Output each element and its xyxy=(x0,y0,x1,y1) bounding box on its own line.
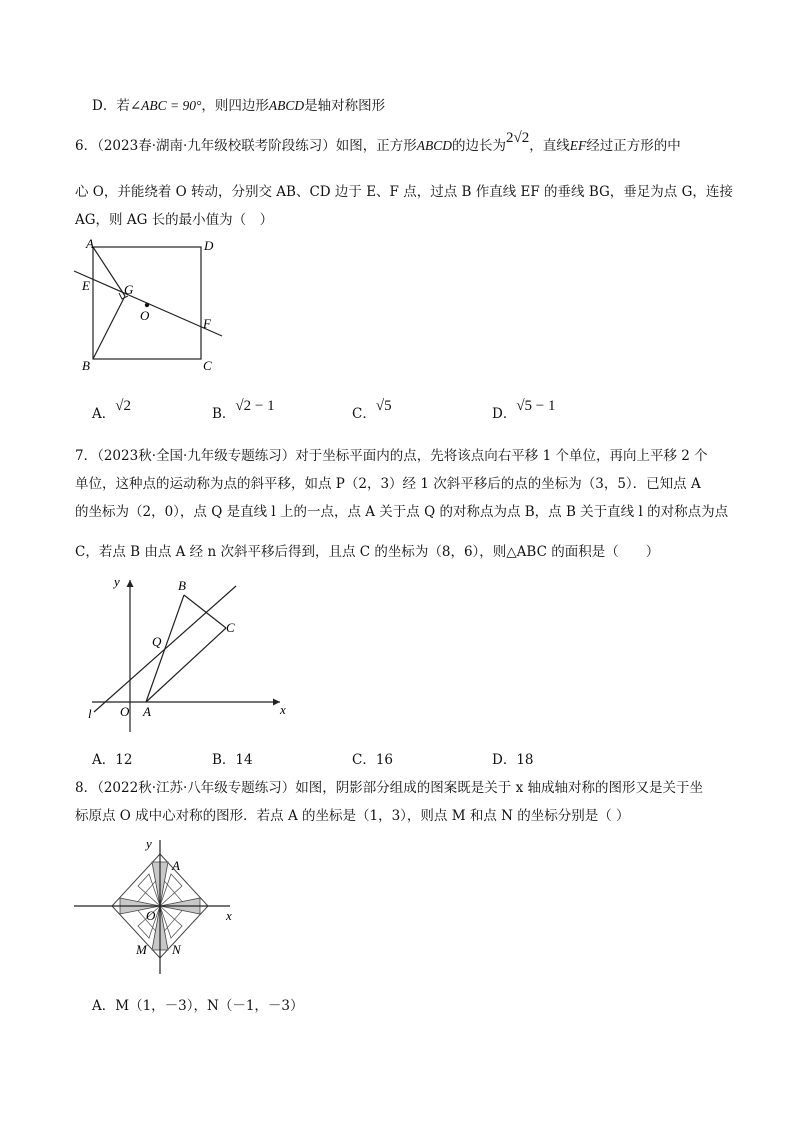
q6-center-dot xyxy=(145,303,149,307)
q7-opt-a-value: 12 xyxy=(115,752,133,768)
q7-option-c xyxy=(352,748,393,768)
q7-label-o: O xyxy=(120,704,130,719)
q6-opt-c-value: √5 xyxy=(375,398,392,414)
q7-opt-b-value: 14 xyxy=(235,752,253,768)
q7-line-2: 单位，这种点的运动称为点的斜平移，如点 P（2，3）经 1 次斜平移后的点的坐标为（3，5）．已知点 A xyxy=(75,476,701,492)
q7-label-a: A xyxy=(143,704,151,719)
q6-segment-ag xyxy=(93,247,125,296)
q6-l1a: 6．（2023春·湖南·九年级校联考阶段练习）如图，正方形 xyxy=(75,138,417,154)
q8-line-1: 8．（2022秋·江苏·八年级专题练习）如图，阴影部分组成的图案既是关于 x 轴成轴对称的图形又是关于坐 xyxy=(75,780,703,796)
q6-figure xyxy=(70,236,240,376)
q6-line-3: AG，则 AG 长的最小值为（ ） xyxy=(75,212,274,228)
q6-label-f: F xyxy=(203,316,211,331)
q6-label-a: A xyxy=(86,236,94,251)
q6-opt-b-value: √2 − 1 xyxy=(235,398,275,414)
q7-label-l: l xyxy=(88,706,92,721)
q7-opt-c-value: 16 xyxy=(375,752,394,768)
q8-label-y: y xyxy=(146,836,152,851)
q7-option-b xyxy=(212,748,253,768)
q7-y-arrow xyxy=(127,580,134,587)
q6-label-g: G xyxy=(124,282,134,297)
q5-option-d xyxy=(92,96,385,116)
q7-opt-c-label: C． xyxy=(352,752,376,768)
q8-label-o: O xyxy=(146,908,156,923)
q7-opt-b-label: B． xyxy=(212,752,236,768)
q6-side-length: 2√2 xyxy=(506,130,530,146)
q7-opt-d-label: D． xyxy=(492,752,517,768)
q6-l1f: 经过正方形的中 xyxy=(586,138,681,154)
q6-opt-c-label: C． xyxy=(352,406,376,422)
q8-label-m: M xyxy=(136,942,147,957)
q6-l1d: ，直线 xyxy=(529,138,570,154)
q6-line-2: 心 O，并能绕着 O 转动，分别交 AB、CD 边于 E、F 点，过点 B 作直线 EF 的垂线 BG，垂足为点 G，连接 xyxy=(75,184,733,200)
q7-x-arrow xyxy=(273,699,280,706)
q6-opt-b-label: B． xyxy=(212,406,236,422)
q6-opt-d-label: D． xyxy=(492,406,517,422)
q7-label-b: B xyxy=(178,578,186,593)
q6-option-d xyxy=(492,398,556,423)
q7-line-4: C，若点 B 由点 A 经 n 次斜平移后得到，且点 C 的坐标为（8，6），则△ABC 的面积是（ ） xyxy=(75,544,660,560)
q7-label-x: x xyxy=(280,702,286,717)
q6-label-d: D xyxy=(204,238,214,253)
q7-figure xyxy=(80,572,300,742)
q6-label-e: E xyxy=(82,278,90,293)
q6-label-o: O xyxy=(140,308,150,323)
q5-optd-math: ∠ABC = 90° xyxy=(129,98,202,113)
q6-option-b xyxy=(212,398,275,423)
q7-line-1: 7．（2023秋·全国·九年级专题练习）对于坐标平面内的点，先将该点向右平移 1 个单位，再向上平移 2 个 xyxy=(75,448,708,464)
q5-optd-suffix: 是轴对称图形 xyxy=(304,98,386,114)
q6-opt-a-label: A． xyxy=(92,406,116,422)
q7-label-y: y xyxy=(114,574,120,589)
q5-optd-mid: ，则四边形 xyxy=(201,98,269,114)
q7-line-3: 的坐标为（2，0），点 Q 是直线 l 上的一点，点 A 关于点 Q 的对称点为点 B，点 B 关于直线 l 的对称点为点 xyxy=(75,504,729,520)
q8-label-a: A xyxy=(172,858,180,873)
q7-option-a xyxy=(92,748,132,768)
q8-label-x: x xyxy=(226,908,232,923)
q6-l1e: EF xyxy=(569,138,587,153)
q6-line-1 xyxy=(75,130,681,156)
q6-label-b: B xyxy=(82,358,90,373)
q8-label-n: N xyxy=(172,942,181,957)
q7-label-c: C xyxy=(226,620,235,635)
q6-option-a xyxy=(92,398,131,423)
q8-line-2: 标原点 O 成中心对称的图形．若点 A 的坐标是（1，3），则点 M 和点 N 的坐标分别是（ ） xyxy=(75,808,630,824)
q6-opt-a-value: √2 xyxy=(115,398,131,414)
q6-opt-d-value: √5 − 1 xyxy=(516,398,556,414)
q7-opt-d-value: 18 xyxy=(516,752,534,768)
q8-option-a: A．M（1，－3），N（－1，－3） xyxy=(92,998,304,1014)
q6-segment-bg xyxy=(93,296,125,359)
q6-label-c: C xyxy=(203,358,212,373)
q7-option-d xyxy=(492,748,534,768)
q6-l1b: ABCD xyxy=(416,138,453,153)
q7-label-q: Q xyxy=(152,634,162,649)
q6-option-c xyxy=(352,398,392,423)
q6-l1c: 的边长为 xyxy=(452,138,507,154)
q5-optd-shape: ABCD xyxy=(268,98,305,113)
q8-figure xyxy=(70,832,250,982)
q5-optd-prefix: D．若 xyxy=(92,98,130,114)
q7-opt-a-label: A． xyxy=(92,752,116,768)
